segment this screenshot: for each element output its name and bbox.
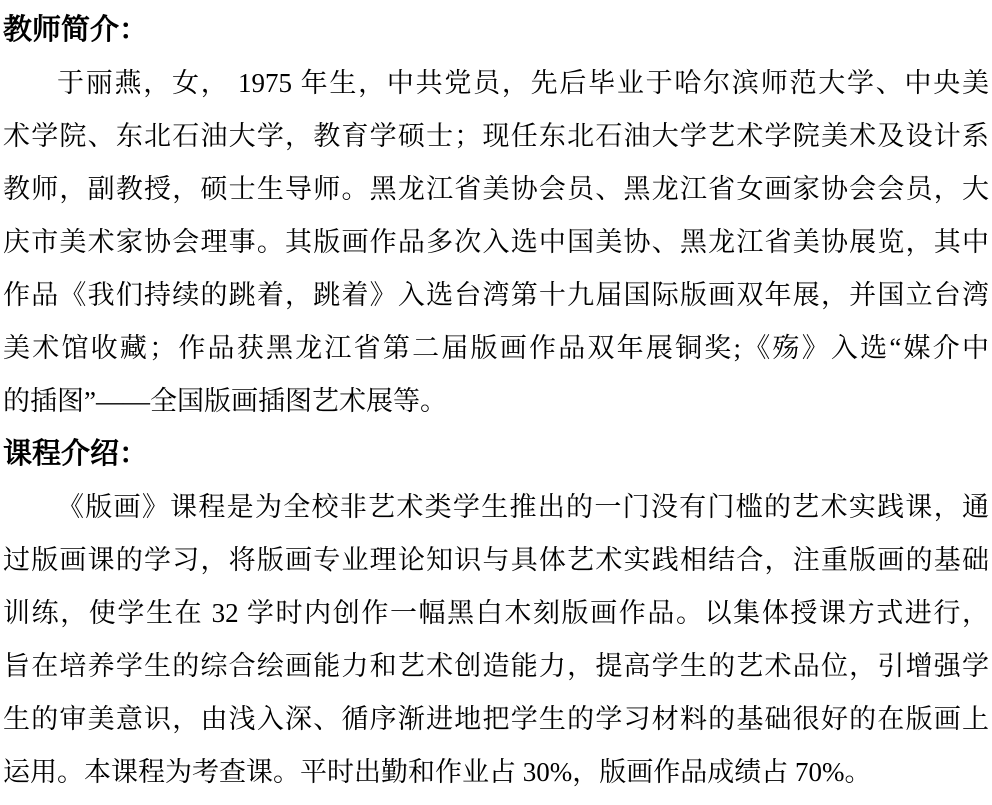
section-paragraph xyxy=(3,481,989,799)
text-line: 《版画》课程是为全校非艺术类学生推出的一门没有门槛的艺术实践课，通 xyxy=(57,492,989,522)
text-line: 旨在培养学生的综合绘画能力和艺术创造能力，提高学生的艺术品位，引增强学 xyxy=(3,651,989,681)
text-line: 的插图”——全国版画插图艺术展等。 xyxy=(3,386,447,416)
text-line: 运用。本课程为考查课。平时出勤和作业占 30%，版画作品成绩占 70%。 xyxy=(3,757,872,787)
document-section xyxy=(3,428,989,799)
text-line: 术学院、东北石油大学，教育学硕士；现任东北石油大学艺术学院美术及设计系 xyxy=(3,121,989,151)
text-line: 美术馆收藏；作品获黑龙江省第二届版画作品双年展铜奖;《殇》入选“媒介中 xyxy=(3,333,989,363)
text-line: 作品《我们持续的跳着，跳着》入选台湾第十九届国际版画双年展，并国立台湾 xyxy=(3,280,989,310)
text-line: 教师，副教授，硕士生导师。黑龙江省美协会员、黑龙江省女画家协会会员，大 xyxy=(3,174,989,204)
text-line: 过版画课的学习，将版画专业理论知识与具体艺术实践相结合，注重版画的基础 xyxy=(3,545,989,575)
section-heading: 教师简介： xyxy=(3,14,149,46)
document-body xyxy=(3,4,989,799)
section-heading: 课程介绍： xyxy=(3,438,149,470)
text-line: 训练，使学生在 32 学时内创作一幅黑白木刻版画作品。以集体授课方式进行， xyxy=(3,598,989,628)
text-line: 生的审美意识，由浅入深、循序渐进地把学生的学习材料的基础很好的在版画上 xyxy=(3,704,989,734)
section-paragraph xyxy=(3,57,989,428)
text-line: 于丽燕，女， 1975 年生，中共党员，先后毕业于哈尔滨师范大学、中央美 xyxy=(57,68,989,98)
text-line: 庆市美术家协会理事。其版画作品多次入选中国美协、黑龙江省美协展览，其中 xyxy=(3,227,989,257)
document-section xyxy=(3,4,989,428)
